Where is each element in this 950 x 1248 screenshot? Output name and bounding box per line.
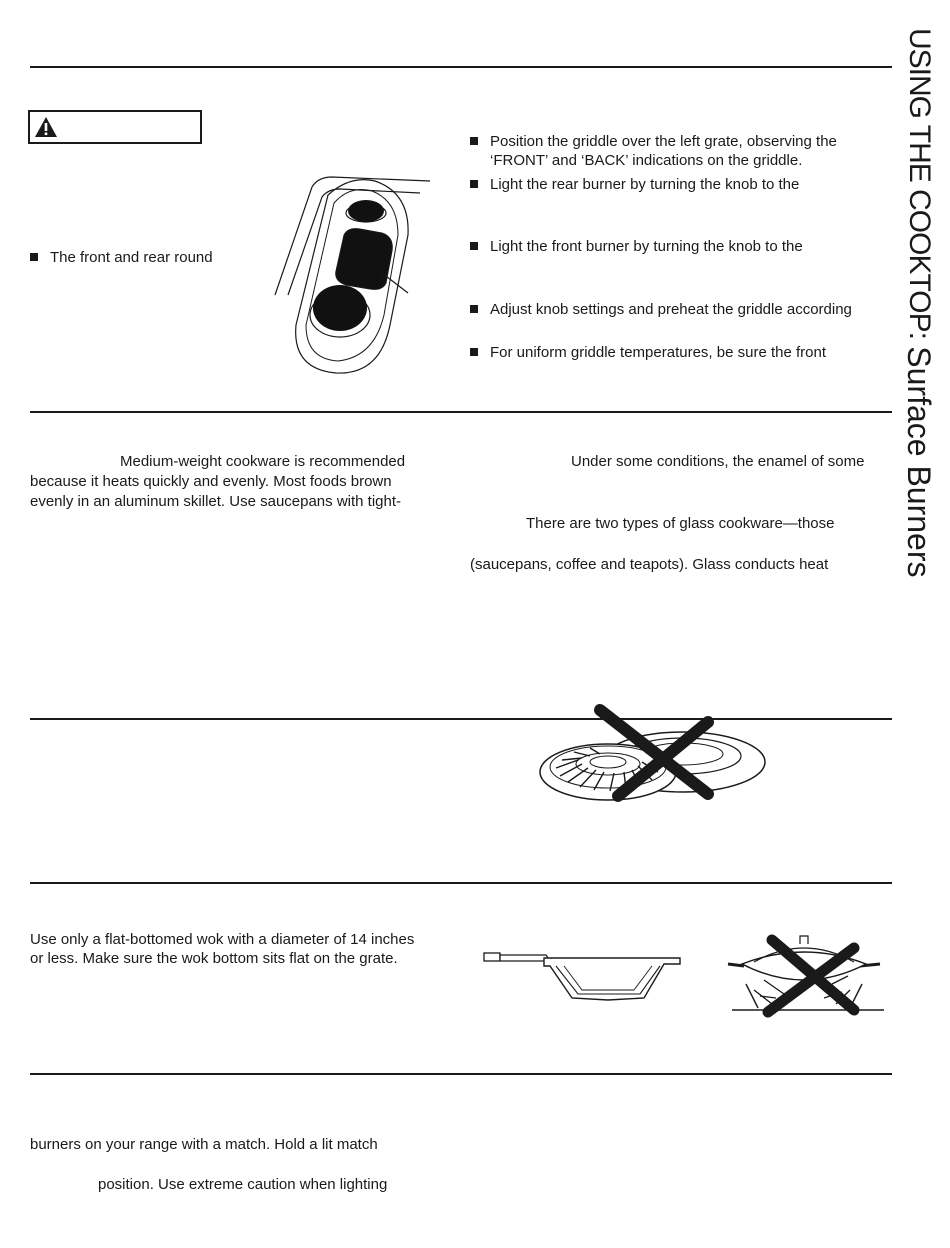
no-wok-ring-illustration <box>724 934 884 1014</box>
griddle-step-rear-burner: Light the rear burner by turning the knob to the <box>470 175 799 194</box>
section-rule-wok <box>30 882 892 884</box>
section-rule-grates <box>30 718 892 720</box>
section-rule-griddle <box>30 66 892 68</box>
griddle-step-position: Position the griddle over the left grate, observing the ‘FRONT’ and ‘BACK’ indications on the griddle. <box>470 132 837 170</box>
griddle-step-preheat: Adjust knob settings and preheat the griddle according <box>470 300 852 319</box>
cookware-left-line-3: evenly in an aluminum skillet. Use saucepans with tight- <box>30 493 402 510</box>
cookware-right-line-2: There are two types of glass cookware—those <box>526 515 835 532</box>
cookware-right-line-1: Under some conditions, the enamel of some <box>571 453 865 470</box>
lighting-line-1: burners on your range with a match. Hold a lit match <box>30 1136 378 1153</box>
griddle-step-front-burner: Light the front burner by turning the knob to the <box>470 237 803 256</box>
bullet-square-icon <box>470 305 478 313</box>
wok-line-2: or less. Make sure the wok bottom sits flat on the grate. <box>30 950 398 967</box>
cookware-right-line-3: (saucepans, coffee and teapots). Glass conducts heat <box>470 556 829 573</box>
bullet-square-icon <box>470 137 478 145</box>
cookware-left-line-1: Medium-weight cookware is recommended <box>120 453 406 470</box>
bullet-square-icon <box>30 253 38 261</box>
flat-bottom-wok-illustration <box>484 946 684 1006</box>
bullet-square-icon <box>470 180 478 188</box>
griddle-step-uniform: For uniform griddle temperatures, be sure the front <box>470 343 826 362</box>
side-title-prefix: USING THE COOKTOP: <box>903 28 936 347</box>
lighting-line-2: position. Use extreme caution when lighting <box>98 1176 388 1193</box>
side-section-title <box>892 28 946 668</box>
side-title-main: Surface Burners <box>901 346 937 578</box>
bullet-square-icon <box>470 242 478 250</box>
griddle-burner-illustration <box>270 175 440 385</box>
warning-triangle-icon <box>34 116 58 138</box>
cookware-left-line-2: because it heats quickly and evenly. Most foods brown <box>30 473 392 490</box>
wok-line-1: Use only a flat-bottomed wok with a diameter of 14 inches <box>30 931 415 948</box>
caution-box <box>28 110 202 144</box>
no-stovetop-grills-illustration <box>538 412 778 512</box>
bullet-square-icon <box>470 348 478 356</box>
griddle-left-bullet: The front and rear round <box>30 248 213 267</box>
section-rule-lighting <box>30 1073 892 1075</box>
